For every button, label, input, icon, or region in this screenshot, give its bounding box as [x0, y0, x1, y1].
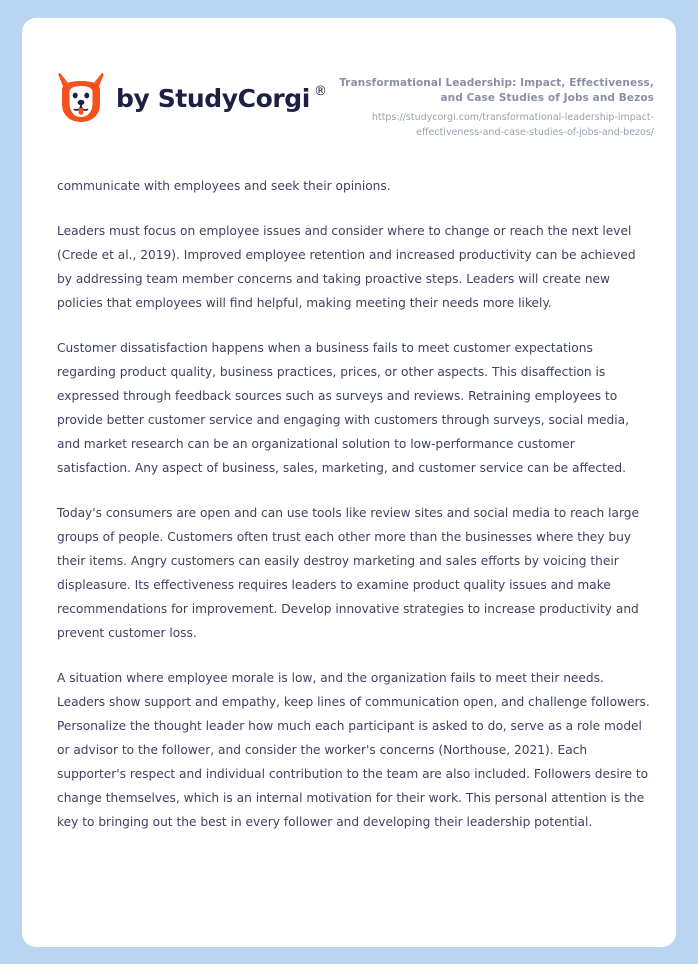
- article-paragraph: A situation where employee morale is low, and the organization fails to meet their needs. Leaders show support and empathy, keep lines of communication open, and challenge followers. Personalize the thought leader how much each participant is asked to do, serve as a role model or advisor to the follower, and consider the worker's concerns (Northouse, 2021). Each supporter's respect and individual contribution to the team are also included. Followers desire to change themselves, which is an internal motivation for their work. This personal attention is the key to bringing out the best in every follower and developing their leadership potential.: [57, 670, 650, 829]
- article-paragraph: Customer dissatisfaction happens when a business fails to meet customer expectations regarding product quality, business practices, prices, or other aspects. This disaffection is expressed through feedback sources such as surveys and reviews. Retraining employees to provide better customer service and engaging with customers through surveys, social media, and market research can be an organizational solution to low-performance customer satisfaction. Any aspect of business, sales, marketing, and customer service can be affected.: [57, 340, 629, 475]
- wordmark-text: by StudyCorgi: [116, 83, 310, 113]
- brand-lockup: [56, 70, 327, 126]
- article-paragraph: communicate with employees and seek their opinions.: [57, 178, 391, 193]
- studycorgi-corgi-logo-icon: [56, 70, 106, 126]
- article-paragraph: Today's consumers are open and can use tools like review sites and social media to reach large groups of people. Customers often trust each other more than the businesses where they buy their items. Angry customers can easily destroy marketing and sales efforts by voicing their displeasure. Its effectiveness requires leaders to examine product quality issues and make recommendations for improvement. Develop innovative strategies to increase productivity and prevent customer loss.: [57, 505, 640, 640]
- document-url[interactable]: https://studycorgi.com/transformational-leadership-impact-effectiveness-and-case-studies-of-jobs-and-bezos/: [371, 112, 654, 138]
- article-body: [22, 140, 676, 834]
- document-title: Transformational Leadership: Impact, Effectiveness, and Case Studies of Jobs and Bezos: [339, 77, 654, 105]
- document-header: [22, 18, 676, 140]
- wordmark: [116, 83, 327, 113]
- document-page: [22, 18, 676, 947]
- registered-trademark-icon: ®: [313, 83, 327, 99]
- article-paragraph: Leaders must focus on employee issues and consider where to change or reach the next level (Crede et al., 2019). Improved employee retention and increased productivity can be achieved by addressing team member concerns and taking proactive steps. Leaders will create new policies that employees will find helpful, making meeting their needs more likely.: [57, 223, 636, 310]
- document-meta: [327, 66, 654, 140]
